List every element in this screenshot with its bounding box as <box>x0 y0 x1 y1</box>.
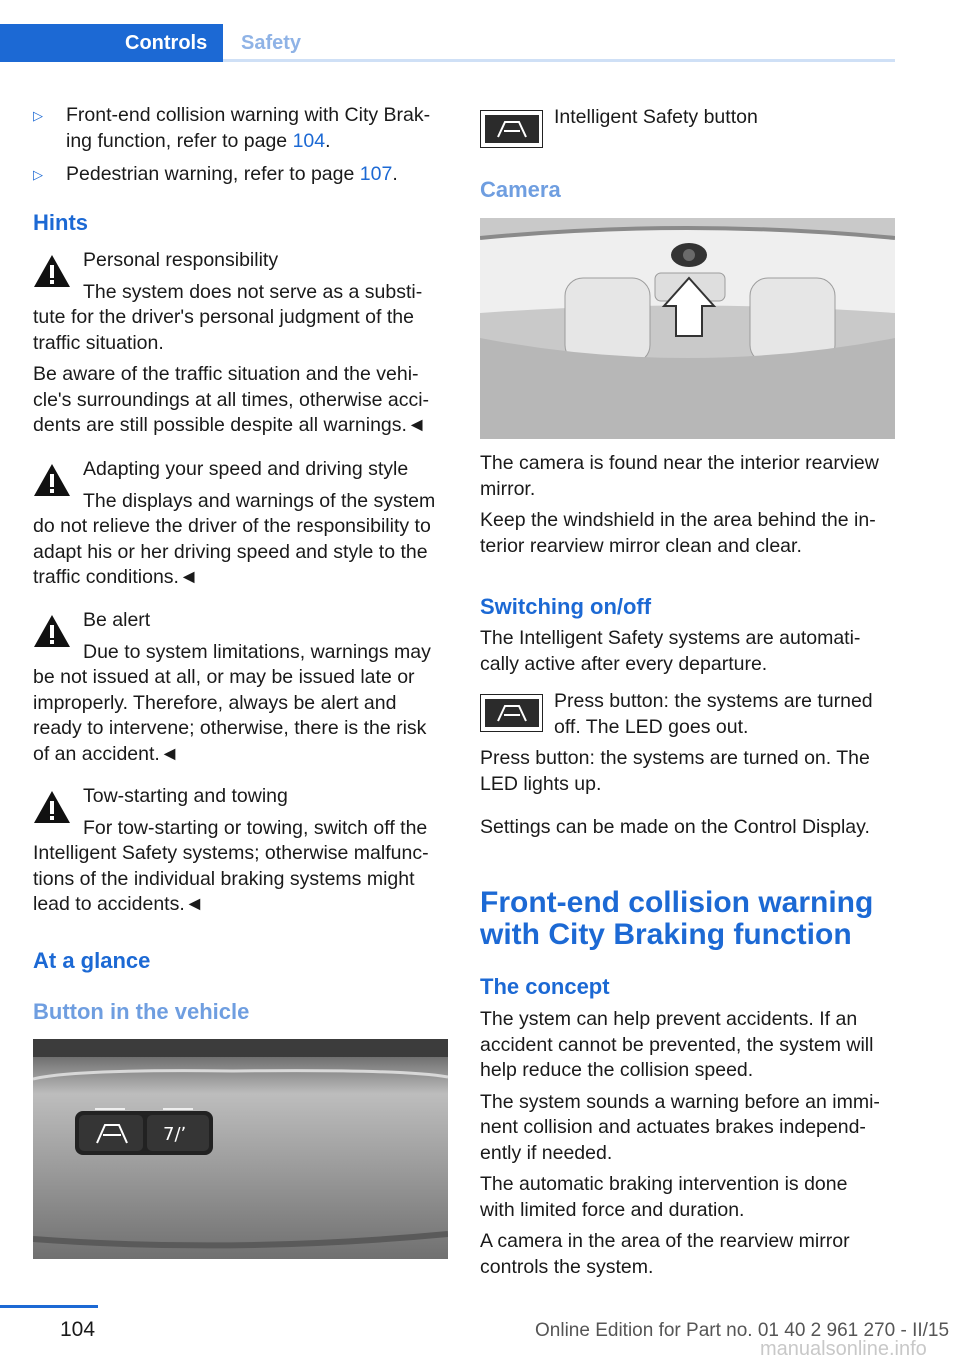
intelligent-safety-button-icon <box>480 110 543 148</box>
warning-text: ready to intervene; otherwise, there is the risk <box>33 717 427 739</box>
edition-text: Online Edition for Part no. 01 40 2 961 270 - II/15 <box>535 1320 950 1341</box>
warning-text: Due to system limitations, warnings may <box>83 640 431 663</box>
warning-title: Be alert <box>83 609 151 631</box>
paragraph-line: with limited force and duration. <box>480 1198 745 1221</box>
footer-rule <box>0 1305 98 1308</box>
warning-text: tute for the driver's personal judgment of the <box>33 306 414 328</box>
bullet-line: Front-end collision warning with City Brak- <box>66 104 431 126</box>
warning-text: For tow-starting or towing, switch off the <box>83 816 428 839</box>
paragraph-line: accident cannot be prevented, the system will <box>480 1033 874 1056</box>
paragraph-line: The system sounds a warning before an immi- <box>480 1090 880 1113</box>
warning-text: lead to accidents.◄ <box>33 893 205 915</box>
warning-text: tions of the individual braking systems might <box>33 867 415 890</box>
paragraph-line: mirror. <box>480 477 536 500</box>
at-a-glance-heading: At a glance <box>33 948 151 973</box>
warning-title: Adapting your speed and driving style <box>83 458 409 480</box>
page-number: 104 <box>60 1318 96 1341</box>
warning-text: traffic situation. <box>33 331 164 354</box>
paragraph-line: The automatic braking intervention is done <box>480 1173 848 1195</box>
paragraph-line: Be aware of the traffic situation and the vehi- <box>33 363 419 385</box>
intelligent-safety-button-icon <box>480 694 543 732</box>
paragraph-line: Press button: the systems are turned <box>554 690 873 712</box>
paragraph-line: ently if needed. <box>480 1141 613 1164</box>
paragraph-line: dents are still possible despite all warnings.◄ <box>33 414 427 436</box>
bullet-line: ing function, refer to page <box>66 129 293 152</box>
warning-text: be not issued at all, or may be issued late or <box>33 666 415 688</box>
paragraph-line: help reduce the collision speed. <box>480 1059 754 1081</box>
section-title: with City Braking function <box>480 918 852 951</box>
warning-text: improperly. Therefore, always be alert and <box>33 691 397 714</box>
paragraph-line: The ystem can help prevent accidents. If an <box>480 1008 858 1030</box>
paragraph-line: nent collision and actuates brakes independ- <box>480 1116 866 1138</box>
paragraph-line: cally active after every departure. <box>480 652 768 675</box>
paragraph-line: Press button: the systems are turned on. The <box>480 747 870 769</box>
paragraph-line: terior rearview mirror clean and clear. <box>480 534 802 557</box>
button-in-vehicle-heading: Button in the vehicle <box>33 999 250 1024</box>
warning-text: Intelligent Safety systems; otherwise malfunc- <box>33 842 429 864</box>
triangle-bullet-icon: ▷ <box>33 167 43 182</box>
warning-title: Tow-starting and towing <box>83 785 288 807</box>
warning-text: adapt his or her driving speed and style to the <box>33 540 428 563</box>
paragraph-line: controls the system. <box>480 1255 654 1278</box>
svg-text:7/ʼ: 7/ʼ <box>163 1124 187 1145</box>
warning-text: The system does not serve as a substi- <box>83 280 423 303</box>
list-item <box>33 162 448 188</box>
hints-heading: Hints <box>33 210 88 235</box>
intelligent-safety-label: Intelligent Safety button <box>554 106 758 128</box>
warning-text: of an accident.◄ <box>33 742 180 765</box>
tab-controls[interactable]: Controls <box>0 24 223 62</box>
page-link-104[interactable]: 104 <box>292 129 326 152</box>
paragraph-line: cle's surroundings at all times, otherwise acci- <box>33 388 430 411</box>
page-link-107[interactable]: 107 <box>359 163 393 185</box>
paragraph-line: Settings can be made on the Control Display. <box>480 816 870 838</box>
warning-text: traffic conditions.◄ <box>33 566 199 588</box>
warning-text: do not relieve the driver of the responsibility to <box>33 515 431 537</box>
vehicle-button-photo <box>33 1039 448 1259</box>
paragraph-line: The camera is found near the interior rearview <box>480 452 879 474</box>
warning-title: Personal responsibility <box>83 249 279 271</box>
paragraph-line: off. The LED goes out. <box>554 715 749 738</box>
list-item <box>33 103 448 154</box>
paragraph-line: The Intelligent Safety systems are automati- <box>480 627 861 649</box>
bullet-punct: . <box>392 163 398 185</box>
switching-heading: Switching on/off <box>480 594 652 619</box>
paragraph-line: LED lights up. <box>480 772 602 795</box>
watermark: manualsonline.info <box>760 1338 927 1360</box>
tab-safety[interactable]: Safety <box>223 24 895 62</box>
camera-heading: Camera <box>480 177 561 202</box>
paragraph-line: Keep the windshield in the area behind the in- <box>480 509 876 531</box>
concept-heading: The concept <box>480 974 610 999</box>
paragraph-line: A camera in the area of the rearview mirror <box>480 1230 850 1252</box>
camera-photo <box>480 218 895 439</box>
triangle-bullet-icon: ▷ <box>33 108 43 123</box>
bullet-punct: . <box>325 129 331 152</box>
bullet-line: Pedestrian warning, refer to page <box>66 163 360 185</box>
warning-text: The displays and warnings of the system <box>83 489 436 512</box>
section-title: Front-end collision warning <box>480 886 874 919</box>
